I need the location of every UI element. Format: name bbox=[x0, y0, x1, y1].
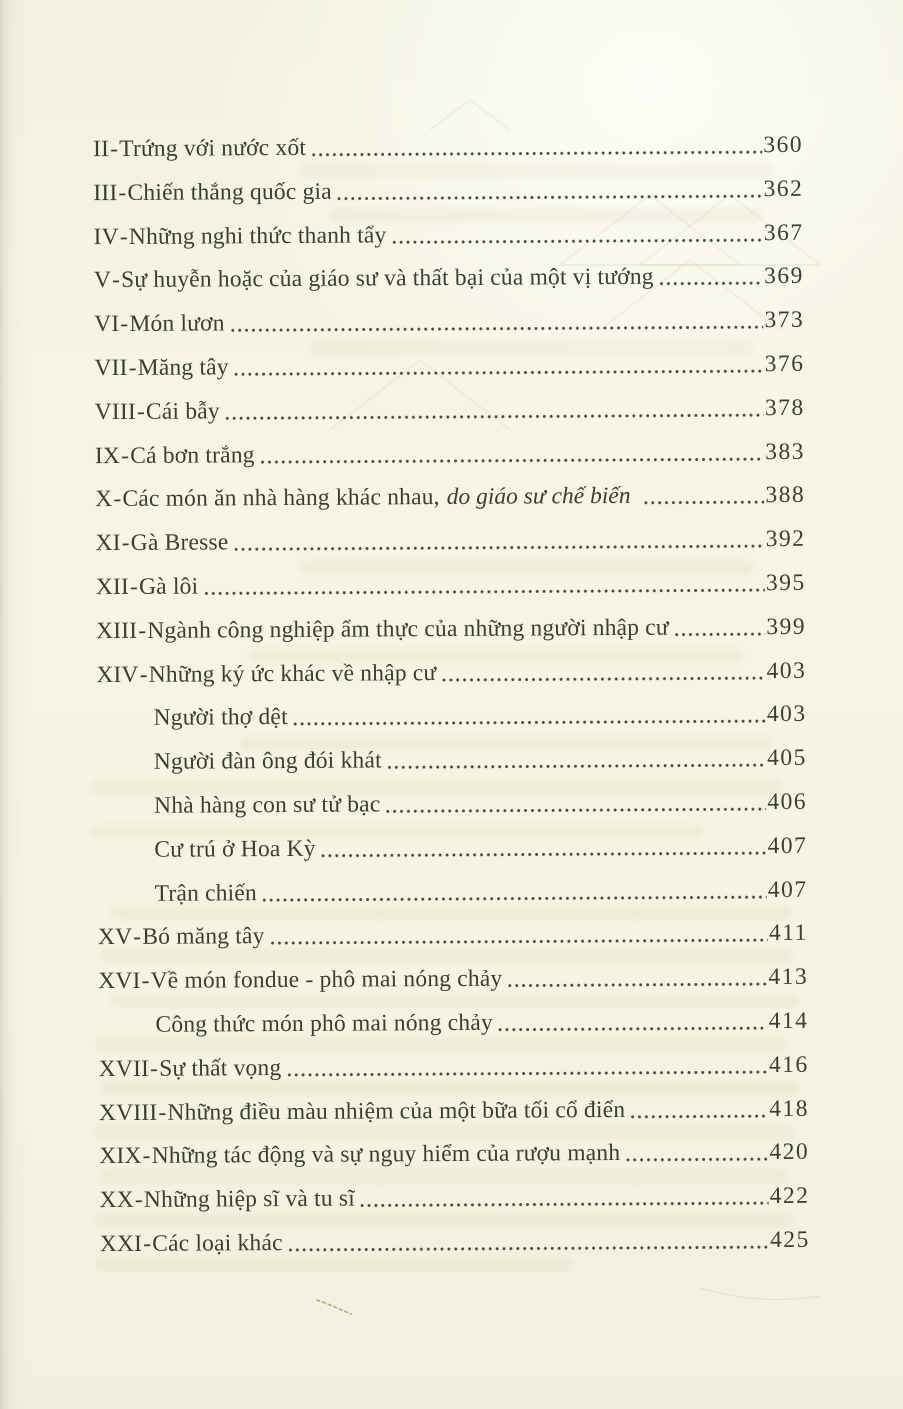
entry-separator: - bbox=[142, 1143, 151, 1170]
toc-entry bbox=[97, 743, 807, 777]
toc-entry bbox=[98, 962, 808, 996]
entry-title: Những ký ức khác về nhập cư bbox=[148, 659, 437, 688]
entry-page-number: 360 bbox=[763, 131, 804, 159]
toc-entry bbox=[99, 1050, 809, 1084]
entry-title: Cư trú ở Hoa Kỳ bbox=[154, 835, 316, 863]
entry-numeral: XIX bbox=[99, 1143, 142, 1170]
leader-dots bbox=[644, 480, 764, 511]
entry-title: Các loại khác bbox=[152, 1229, 283, 1257]
entry-page-number: 367 bbox=[763, 219, 804, 246]
entry-numeral: VI bbox=[94, 311, 120, 338]
entry-separator: - bbox=[133, 924, 142, 951]
entry-numeral: XVIII bbox=[98, 1099, 158, 1126]
entry-title: Sự huyễn hoặc của giáo sư và thất bại của một vị tướng bbox=[121, 264, 654, 294]
entry-title: Gà Bresse bbox=[130, 529, 229, 557]
toc-entry bbox=[97, 831, 807, 865]
toc-entry bbox=[95, 480, 805, 514]
entry-page-number: 403 bbox=[766, 701, 807, 728]
entry-numeral: XX bbox=[99, 1187, 134, 1214]
entry-page-number: 413 bbox=[768, 963, 809, 991]
entry-numeral: VII bbox=[94, 354, 128, 382]
entry-separator: - bbox=[129, 573, 139, 600]
entry-separator: - bbox=[113, 486, 122, 513]
entry-page-number: 392 bbox=[765, 525, 806, 553]
entry-separator: - bbox=[121, 530, 130, 557]
entry-page-number: 411 bbox=[768, 920, 808, 947]
entry-page-number: 406 bbox=[767, 788, 808, 816]
entry-page-number: 369 bbox=[764, 263, 804, 290]
entry-numeral: IX bbox=[94, 442, 121, 469]
entry-numeral: X bbox=[95, 486, 113, 513]
entry-page-number: 420 bbox=[769, 1139, 810, 1166]
toc-entry bbox=[94, 261, 804, 295]
entry-title: Công thức món phô mai nóng chảy bbox=[155, 1009, 493, 1038]
entry-title: Chiến thắng quốc gia bbox=[127, 178, 332, 206]
entry-page-number: 407 bbox=[767, 832, 808, 859]
leader-dots bbox=[388, 743, 766, 775]
leader-dots bbox=[270, 918, 768, 951]
leader-dots bbox=[226, 393, 764, 426]
entry-numeral: XIV bbox=[96, 661, 139, 688]
entry-page-number: 407 bbox=[767, 876, 808, 903]
entry-separator: - bbox=[120, 311, 129, 338]
entry-numeral: XI bbox=[95, 530, 121, 557]
leader-dots bbox=[312, 130, 762, 163]
leader-dots bbox=[234, 524, 764, 557]
entry-page-number: 403 bbox=[766, 657, 807, 684]
entry-title: Những điều màu nhiệm của một bữa tối cổ điển bbox=[167, 1096, 626, 1126]
entry-page-number: 422 bbox=[769, 1182, 810, 1210]
leader-dots bbox=[289, 1225, 770, 1258]
entry-title: Trận chiến bbox=[154, 879, 258, 907]
entry-title: Cái bẫy bbox=[145, 398, 220, 425]
entry-title: Sự thất vọng bbox=[159, 1054, 282, 1082]
leader-dots bbox=[442, 656, 765, 688]
entry-page-number: 383 bbox=[765, 438, 806, 465]
entry-separator: - bbox=[141, 967, 150, 995]
entry-numeral: XIII bbox=[95, 617, 138, 644]
entry-separator: - bbox=[158, 1099, 167, 1126]
entry-separator: - bbox=[111, 267, 121, 294]
entry-separator: - bbox=[136, 398, 146, 425]
entry-separator: - bbox=[110, 136, 119, 163]
leader-dots bbox=[386, 787, 766, 819]
entry-title: Các món ăn nhà hàng khác nhau, bbox=[122, 484, 440, 513]
entry-numeral: V bbox=[93, 267, 112, 294]
entry-title: Về món fondue - phô mai nóng chảy bbox=[150, 965, 503, 994]
entry-page-number: 362 bbox=[763, 175, 804, 202]
toc-entry bbox=[94, 349, 804, 383]
entry-separator: - bbox=[121, 442, 130, 469]
entry-title: Những hiệp sĩ và tu sĩ bbox=[143, 1185, 355, 1214]
entry-numeral: IV bbox=[93, 223, 119, 250]
entry-title: Măng tây bbox=[137, 354, 229, 381]
leader-dots bbox=[204, 568, 765, 601]
toc-entry bbox=[98, 1006, 808, 1040]
leader-dots bbox=[287, 1050, 768, 1083]
entry-title: Bó măng tây bbox=[142, 923, 265, 951]
entry-separator: - bbox=[128, 354, 137, 381]
toc-entry bbox=[96, 655, 806, 689]
entry-page-number: 414 bbox=[768, 1007, 809, 1034]
toc-entry bbox=[99, 1137, 809, 1171]
entry-separator: - bbox=[134, 1187, 143, 1214]
entry-numeral: II bbox=[93, 136, 110, 163]
leader-dots bbox=[235, 349, 764, 382]
entry-separator: - bbox=[150, 1055, 159, 1082]
entry-title: Ngành công nghiệp ẩm thực của những người nhập cư bbox=[147, 614, 669, 644]
entry-page-number: 405 bbox=[767, 744, 807, 772]
entry-page-number: 388 bbox=[765, 482, 806, 509]
entry-title: Trứng với nước xốt bbox=[119, 134, 307, 163]
leader-dots bbox=[508, 962, 767, 994]
entry-title: Những tác động và sự nguy hiểm của rượu mạnh bbox=[151, 1140, 621, 1170]
entry-title: Món lươn bbox=[129, 310, 225, 338]
leader-dots bbox=[631, 1094, 768, 1125]
entry-separator: - bbox=[119, 223, 128, 250]
leader-dots bbox=[660, 261, 764, 292]
entry-numeral: XII bbox=[95, 573, 130, 601]
toc-entry bbox=[95, 436, 805, 470]
leader-dots bbox=[263, 875, 767, 908]
leader-dots bbox=[261, 437, 765, 470]
toc-entry bbox=[96, 568, 806, 602]
entry-page-number: 425 bbox=[769, 1226, 810, 1253]
entry-numeral: XXI bbox=[99, 1230, 143, 1258]
leader-dots bbox=[392, 218, 763, 250]
toc-entry bbox=[96, 699, 806, 733]
toc-entry bbox=[100, 1225, 810, 1259]
toc-entry bbox=[96, 612, 806, 646]
toc-entry bbox=[94, 217, 804, 251]
toc-entry bbox=[98, 918, 808, 952]
entry-numeral: VIII bbox=[94, 398, 137, 425]
toc-entry bbox=[95, 524, 805, 558]
toc-list bbox=[93, 130, 810, 1273]
entry-page-number: 395 bbox=[765, 569, 806, 597]
leader-dots bbox=[338, 174, 763, 207]
entry-title-italic: do giáo sư chế biến bbox=[446, 483, 631, 511]
entry-page-number: 376 bbox=[764, 350, 805, 378]
entry-title: Những nghi thức thanh tẩy bbox=[128, 221, 387, 250]
toc-entry bbox=[99, 1093, 809, 1127]
entry-page-number: 378 bbox=[764, 394, 805, 421]
entry-numeral: XVII bbox=[98, 1055, 150, 1082]
entry-page-number: 418 bbox=[769, 1095, 810, 1122]
entry-title: Cá bơn trắng bbox=[130, 441, 255, 469]
leader-dots bbox=[499, 1006, 768, 1038]
entry-separator: - bbox=[138, 617, 147, 644]
entry-title: Gà lôi bbox=[138, 573, 199, 600]
toc-entry bbox=[98, 874, 808, 908]
leader-dots bbox=[322, 831, 767, 864]
entry-separator: - bbox=[118, 179, 127, 206]
entry-separator: - bbox=[143, 1230, 152, 1257]
entry-numeral: III bbox=[93, 179, 118, 206]
entry-numeral: XV bbox=[97, 924, 133, 951]
entry-page-number: 373 bbox=[764, 307, 805, 334]
entry-title: Nhà hàng con sư tử bạc bbox=[154, 791, 381, 819]
leader-dots bbox=[294, 699, 766, 732]
entry-title: Người thợ dệt bbox=[153, 704, 288, 732]
leader-dots bbox=[675, 612, 766, 643]
toc-entry bbox=[94, 305, 804, 339]
toc-entry bbox=[93, 130, 803, 164]
toc-entry bbox=[97, 787, 807, 821]
entry-page-number: 399 bbox=[766, 613, 807, 640]
entry-page-number: 416 bbox=[768, 1051, 809, 1078]
leader-dots bbox=[231, 305, 764, 338]
entry-title: Người đàn ông đói khát bbox=[153, 747, 382, 775]
leader-dots bbox=[361, 1181, 769, 1213]
toc-entry bbox=[99, 1181, 809, 1215]
entry-separator: - bbox=[139, 661, 148, 688]
toc-entry bbox=[95, 393, 805, 427]
entry-numeral: XVI bbox=[98, 968, 141, 995]
toc-entry bbox=[93, 174, 803, 208]
leader-dots bbox=[626, 1137, 768, 1168]
